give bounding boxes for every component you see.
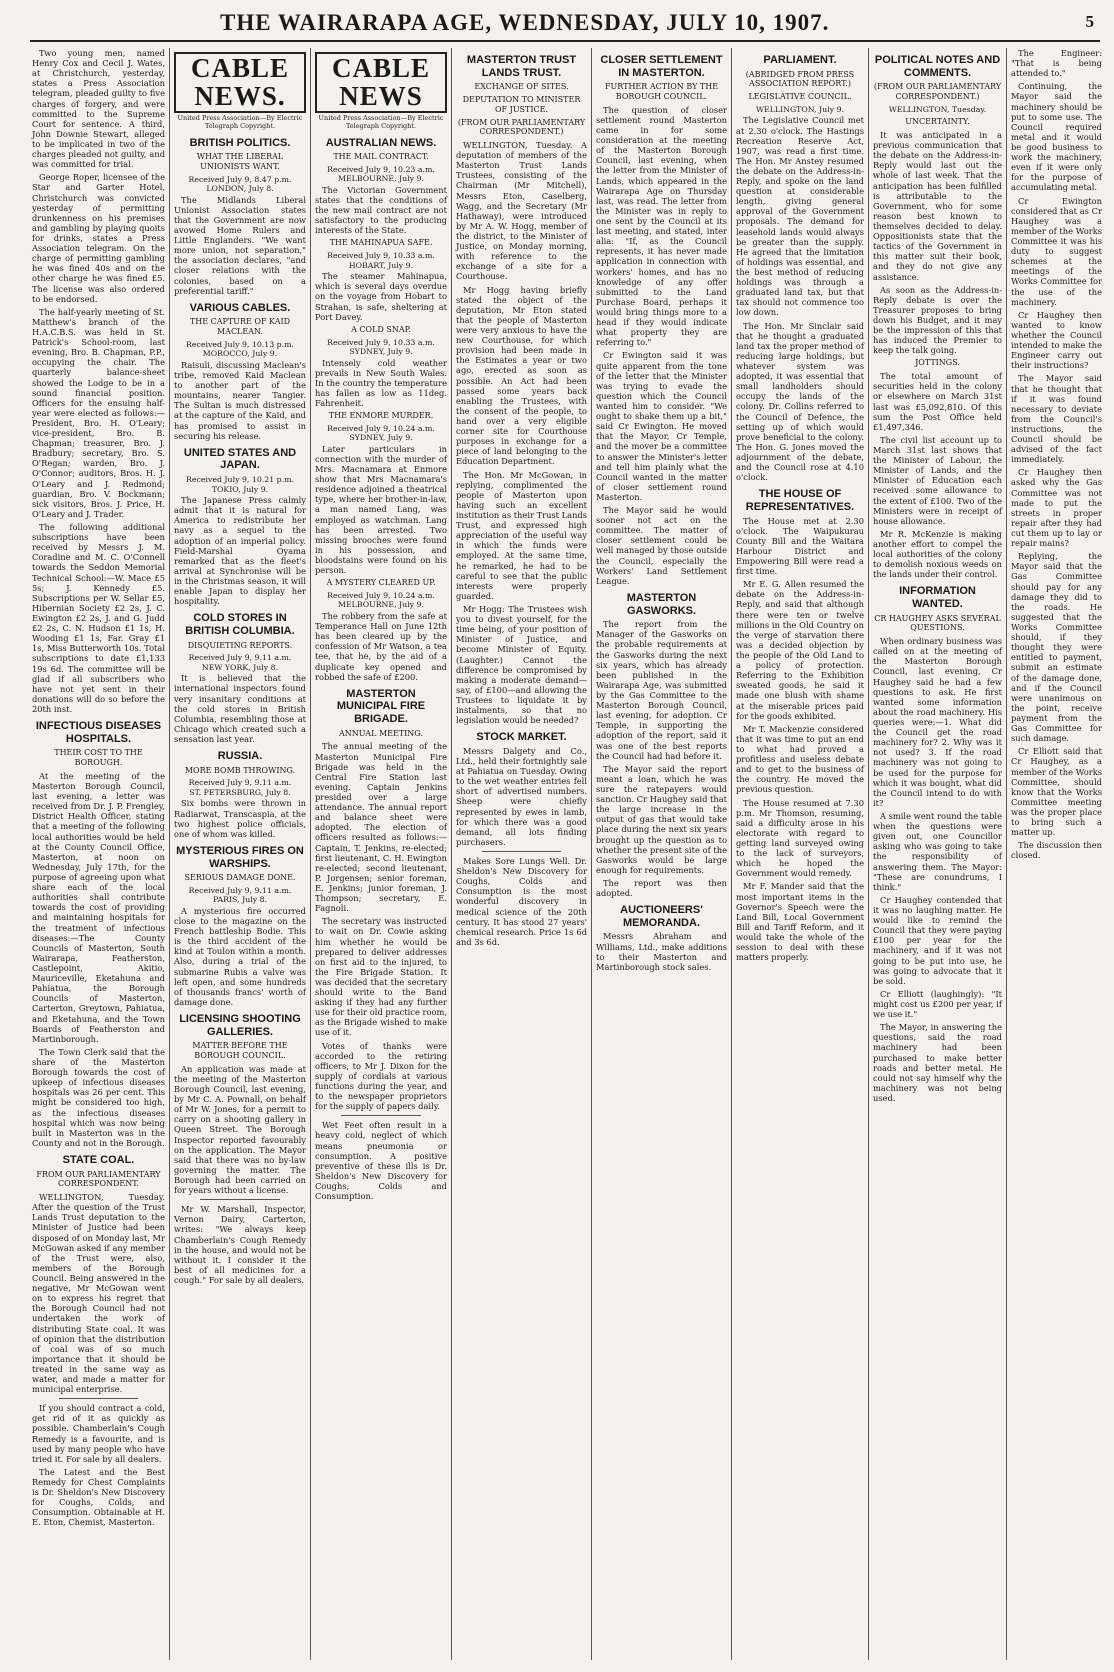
article-heading: COLD STORES IN BRITISH COLUMBIA. (185, 612, 295, 637)
article-heading: AUCTIONEERS' MEMORANDA. (620, 904, 703, 929)
article-heading: PARLIAMENT. (763, 54, 837, 66)
received-line: Received July 9, 10.24 a.m. (327, 423, 435, 433)
received-line: Received July 9, 10.33 a.m. (327, 251, 435, 261)
article-subheading: CR HAUGHEY ASKS SEVERAL QUESTIONS. (874, 613, 1001, 633)
received-line: Received July 9, 10.23 a.m. (327, 164, 435, 174)
paragraph: The Japanese Press calmly admit that it is natural for America to redistribute her navy as a sequel to the adoption of an imperial policy. Field-Marshal Oyama remarked that as the fleet's arrival at Synchronise will be in the Christmas season, it will enable Japan to display her hospitality. (174, 495, 306, 607)
dateline: TOKIO, July 9. (211, 484, 269, 494)
dateline: SYDNEY, July 9. (349, 347, 413, 357)
received-line: Received July 9, 10.24 a.m. (327, 590, 435, 600)
paragraph: The House met at 2.30 o'clock. The Waipukurau County Bill and the Waitara Harbour District and Empowering Bill were read a first time. (736, 515, 864, 577)
paragraph: The report was then adopted. (596, 877, 727, 899)
column-5 (591, 48, 731, 1660)
paragraph: The half-yearly meeting of St. Matthew's branch of the H.A.C.B.S. was held in St. Patrick's School-room, last evening, Bro. B. Chapman, P.P., occupying the chair. The quarterly balance-sheet showed the Lodge to be in a sound financial position. Officers for the ensuing half-year were elected as follows:—President, Bro. H. O'Leary; vice-president, Bro. B. Chapman; treasurer, Bro. J. Bradbury; secretary, Bro. S. O'Regan; warden, Bro. J. O'Connor; auditors, Bros. H. J. O'Leary and J. Redmond; guardian, Bro. V. Bockmann; sick visitors, Bros. J. Price, H. O'Leary and J. Trader. (32, 306, 165, 519)
paragraph: The Midlands Liberal Unionist Association states that the Government are now avowed Home Rulers and Little Englanders. "We want more union, not separation," the association declares, "and closer relations with the colonies, based on a preferential tariff." (174, 194, 306, 296)
paragraph: A mysterious fire occurred close to the magazine on the French battleship Bodie. This is the third accident of the kind at Toulon within a month. Also, during a trial of the submarine Rubis a valve was left open, and some hundreds of thousands francs' worth of damage done. (174, 905, 306, 1007)
article-heading: MASTERTON MUNICIPAL FIRE BRIGADE. (336, 687, 426, 726)
dateline: NEW YORK, July 8. (201, 662, 279, 672)
column-6 (731, 48, 868, 1660)
paragraph: The Mayor said that he thought that if it was found necessary to deviate from the Council's instructions, the Council should be advised of the fact immediately. (1011, 373, 1102, 465)
paragraph: The Legislative Council met at 2.30 o'clock. The Hastings Recreation Reserve Act, 1907, was read a first time. The Hon. Mr Anstey resumed the debate on the Address-in-Reply, and spoke on the land question at considerable length, giving general approval of the Government proposals. The demand for leasehold lands would always be greater than the supply. He agreed that the limitation of holdings was essential, and the best method of reducing holdings was through a graduated land tax, but that tax should not commence too low down. (736, 115, 864, 318)
column-1 (28, 48, 169, 1660)
article-subheading: EXCHANGE OF SITES. (474, 82, 569, 92)
paragraph: A smile went round the table when the questions were given out, one Councillor asking who was going to take the responsibility of answering them. The Mayor: "These are conundrums, I think." (873, 811, 1002, 892)
paragraph: Messrs Abraham and Williams, Ltd., make additions to their Masterton and Martinborough stock sales. (596, 931, 727, 972)
paragraph: Mr Hogg having briefly stated the object of the deputation, Mr Eton stated that the people of Masterton were very anxious to have the new Courthouse, for which provision had been made in the Estimates a year or two ago, erected as soon as possible. An Act had been passed some years back enabling the Trustees, with the consent of the people, to hand over a very eligible corner site for Courthouse purposes in exchange for a piece of land belonging to the Education Department. (456, 284, 587, 467)
paragraph: The Mayor said he would sooner not act on the committee. The matter of closer settlement could be well managed by those outside the Council, especially the Workers' Land Settlement League. (596, 505, 727, 586)
article-heading: LICENSING SHOOTING GALLERIES. (179, 1013, 301, 1038)
paragraph: The secretary was instructed to wait on Dr. Cowie asking him whether he would be prepared to deliver addresses on first aid to the injured, to the Fire Brigade Station. It was decided that the secretary should write to the Band asking if they had any further use for their old practice room, as the Brigade wished to make use of it. (315, 916, 447, 1038)
paragraph: WELLINGTON, Tuesday. A deputation of members of the Masterton Trust Lands Trustees, consisting of the Chairman (Mr Mitchell), Messrs Eton, Caselberg, Wagg, and the Secretary (Mr Hathaway), were introduced by Mr A. W. Hogg, member of the district, to the Minister of Justice, on Monday morning, with reference to the exchange of a site for a Courthouse. (456, 140, 587, 282)
article-subheading: LEGISLATIVE COUNCIL. (748, 92, 852, 102)
article-heading: INFECTIOUS DISEASES HOSPITALS. (35, 720, 162, 745)
article-subheading: WHAT THE LIBERAL UNIONISTS WANT. (196, 152, 284, 171)
paragraph: Later particulars in connection with the murder of Mrs. Macnamara at Enmore show that Mrs Macnamara's residence adjoined a theatrical type, where her brother-in-law, a man named Lang, was employed as watchman. Lang has been arrested. Two missing brooches were found in his possession, and bloodstains were found on his person. (315, 443, 447, 576)
article-heading: STOCK MARKET. (476, 731, 567, 744)
article-subheading: SERIOUS DAMAGE DONE. (184, 873, 296, 883)
dateline: HOBART, July 9. (348, 260, 414, 270)
paragraph: The total amount of securities held in the colony or elsewhere on March 31st last was £5,092,810. Of this sum the Post Office held £1,497,346. (873, 371, 1002, 432)
paragraph: Mr R. McKenzie is making another effort to compel the local authorities of the colony to demolish noxious weeds on the lands under their control. (873, 528, 1002, 580)
paragraph: The annual meeting of the Masterton Municipal Fire Brigade was held in the Central Fire Station last evening. Captain Jenkins presided over a large attendance. The annual report and balance sheet were adopted. The election of officers resulted as follows:—Captain, T. Jenkins, re-elected; first lieutenant, C. H. Ewington re-elected; second lieutenant, P. Jorgensen; senior foreman, E. Jenkins; junior foreman, J. Thompson; secretary, E. Fagnoli. (315, 741, 447, 914)
article-heading: MASTERTON TRUST LANDS TRUST. (466, 54, 577, 79)
advertisement: The Latest and the Best Remedy for Chest Complaints is Dr. Sheldon's New Discovery for Coughs, Colds, and Consumption. Obtainable at H. E. Eton, Chemist, Masterton. (32, 1466, 165, 1528)
paragraph: Messrs Dalgety and Co., Ltd., held their fortnightly sale at Pahiatua on Tuesday. Owing to the wet weather entries fell short of advertised numbers. Sheep were chiefly represented by ewes in lamb, for which there was a good demand, all lots finding purchasers. (456, 745, 587, 847)
article-heading: THE HOUSE OF REPRESENTATIVES. (745, 488, 855, 513)
received-line: Received July 9, 10.33 a.m. (327, 337, 435, 347)
paragraph: The steamer Mahinapua, which is several days overdue on the voyage from Hobart to Strahan, is safe, sheltering at Port Davey. (315, 271, 447, 322)
paragraph: Mr Hogg: The Trustees wish you to divest yourself, for the time being, of your position of Minister of Justice, and become Minister of Equity. (Laughter.) Cannot the difference be compromised by making a moderate demand—say, of £100—and allowing the Trustees to liquidate it by instalments, so that no legislation would be needed? (456, 603, 587, 726)
article-subheading: UNCERTAINTY. (905, 117, 970, 127)
paragraph: The Engineer: "That is being attended to." (1011, 48, 1102, 79)
paragraph: The Victorian Government states that the conditions of the new mail contract are not satisfactory to the producing interests of the State. (315, 184, 447, 236)
paragraph: Mr T. Mackenzie considered that it was time to put an end to what had proved a profitless and useless debate and to get to the business of the country. He moved the previous question. (736, 723, 864, 795)
dateline: SYDNEY, July 9. (349, 433, 413, 443)
article-subheading: (FROM OUR PARLIAMENTARY CORRESPONDENT.) (873, 82, 1002, 102)
dateline: MELBOURNE, July 9. (338, 600, 424, 610)
divider (341, 1115, 420, 1116)
dateline: PARIS, July 8. (212, 895, 268, 905)
received-line: Received July 9, 10.13 p.m. (185, 339, 295, 349)
article-heading: MYSTERIOUS FIRES ON WARSHIPS. (176, 844, 304, 870)
received-line: Received July 9, 9.11 a.m. (188, 778, 292, 788)
article-heading: RUSSIA. (217, 750, 263, 763)
column-3 (310, 48, 451, 1660)
article-subheading: MORE BOMB THROWING. (184, 765, 296, 775)
article-subheading: ANNUAL MEETING. (339, 728, 423, 738)
paragraph: Mr F. Mander said that the most important items in the Governor's Speech were the Land Bill, Local Government Bill and Tariff Reform, and it would take the whole of the session to deal with these matters properly. (736, 881, 864, 963)
advertisement: If you should contract a cold, get rid of it as quickly as possible. Chamberlain's Cough Remedy is a favourite, and is used by many people who have tried it. For sale by all dealers. (32, 1403, 165, 1464)
received-line: Received July 9, 9.11 a.m. (188, 885, 292, 895)
paragraph: Cr Haughey contended that it was no laughing matter. He would like to remind the Council that they were paying £100 per year for the machinery, and if it was not going to be put into use, he was going to advocate that it be sold. (873, 894, 1002, 986)
paragraph: WELLINGTON, Tuesday. After the question of the Trust Lands Trust deputation to the Minister of Justice had been disposed of on Monday last, Mr McGowan asked if any member of the Trust were, also, members of the Borough Council. Being answered in the negative, Mr McGowan went on to express his regret that the Borough Council had not undertaken the work of distributing State coal. It was of opinion that the distribution of coal was of so much importance that it should be treated in the same way as water, and made a matter for municipal enterprise. (32, 1192, 165, 1395)
paragraph: It was anticipated in a previous communication that the debate on the Address-in-Reply would last out the whole of last week. That the anticipation has been fulfilled is attributable to the Government, who for some reason best known to themselves decided to delay. Oppositionists state that the tactics of the Government in this matter suit their book, and they do not give any assistance. (873, 130, 1002, 282)
article-heading: STATE COAL. (62, 1153, 135, 1166)
article-subheading: DEPUTATION TO MINISTER OF JUSTICE. (462, 95, 581, 114)
paragraph: Cr Ewington said it was quite apparent from the tone of the letter that the Minister was trying to evade the question which the Council wanted him to consider. "We ought to shake them up a bit," said Cr Ewington. He moved that the Mayor, Cr Temple, and the mover be a committee to answer the Minister's letter and tell him plainly what the Council wanted in the matter of closer settlement round Masterton. (596, 350, 727, 502)
paragraph: Cr Elliott (laughingly): "It might cost us £200 per year, if we use it." (873, 988, 1002, 1020)
paragraph: The Hon. Mr Sinclair said that he thought a graduated land tax the proper method of reducing large holdings, but whatever system was adopted, it was essential that small landholders should occupy the lands of the colony. Dr. Collins referred to the Council of Defence, the setting up of which would prove beneficial to the colony. The Hon. G. Jones moved the adjournment of the debate, and the Council rose at 4.10 o'clock. (736, 320, 864, 483)
article-subheading: THE MAIL CONTRACT. (333, 152, 429, 162)
paragraph: The robbery from the safe at Temperance Hall on June 12th has been cleared up by the confession of Mr Watson, a tea tee, that he, by the aid of a duplicate key opened and robbed the safe of £200. (315, 610, 447, 682)
paragraph: Mr E. G. Allen resumed the debate on the Address-in-Reply, and said that although there were ten or twelve millions in the Old Country on the verge of starvation there was a decided objection by the people of the Old Land to a policy of protection. Referring to the Exhibition sweated goods, he said it made one blush with shame at the miserable prices paid for the goods exhibited. (736, 579, 864, 721)
paragraph: As soon as the Address-in-Reply debate is over the Treasurer proposes to bring down his Budget, and it may be the impression of this that has induced the Premier to keep the talk going. (873, 284, 1002, 356)
divider (200, 1199, 279, 1200)
paragraph: Cr Haughey then asked why the Gas Committee was not made to put the streets in proper repair after they had cut them up to lay or repair mains? (1011, 467, 1102, 549)
paragraph: The question of closer settlement round Masterton came in for some consideration at the meeting of the Masterton Borough Council, last evening, when the letter from the Minister of Lands, which appeared in the Wairarapa Age on Thursday last, was read. The letter from the Minister was in reply to one sent by the Council at its last meeting, and stated, inter alia: "If, as the Council represents, it has never made application in connection with workers' homes, and has no knowledge of any offer submitted to the Land Purchase Board, perhaps it would bring things more to a head if they would indicate what property they are referring to." (596, 104, 727, 348)
column-7 (868, 48, 1006, 1660)
dateline: LONDON, July 8. (206, 184, 274, 194)
paragraph: Cr Haughey then wanted to know whether the Council intended to make the Engineer carry out their instructions? (1011, 309, 1102, 371)
column-2 (169, 48, 310, 1660)
received-line: Received July 9, 8.47 p.m. (188, 174, 292, 184)
cable-news-banner: CABLE NEWS (315, 52, 447, 113)
press-credit: United Press Association—By Electric Telegraph Copyright. (318, 113, 444, 130)
article-subheading: FURTHER ACTION BY THE BOROUGH COUNCIL. (604, 82, 719, 102)
paragraph: Raisuli, discussing Maclean's tribe, removed Kaid Maclean to another part of the mountains, nearer Tangier. The Sultan is much distressed at the capture of the Kaid, and has promised to assist in securing his release. (174, 359, 306, 441)
article-heading: CLOSER SETTLEMENT IN MASTERTON. (600, 54, 723, 79)
article-subheading: A COLD SNAP. (351, 324, 411, 334)
masthead (30, 10, 1100, 42)
paragraph: The Mayor, in answering the questions, said the road machinery had been purchased to make better roads and better metal. He could not say himself why the machinery was not being used. (873, 1022, 1002, 1103)
article-subheading: THEIR COST TO THE BOROUGH. (54, 748, 143, 768)
paragraph: An application was made at the meeting of the Masterton Borough Council, last evening, by Mr C. A. Pownall, on behalf of Mr W. Jones, for a permit to carry on a shooting gallery in Queen Street. The Borough Inspector reported favourably on the application. The Mayor said that there was no by-law governing the matter. The Borough had been carried on for years without a license. (174, 1063, 306, 1196)
paragraph: The Mayor said the report meant a loan, which he was sure the ratepayers would sanction. Cr Haughey said that the large increase in the output of gas that would take place during the next six years brought up the question as to whether the present site of the Gasworks would be large enough for requirements. (596, 763, 727, 875)
article-heading: VARIOUS CABLES. (189, 301, 291, 314)
paragraph: The Town Clerk said that the share of the Masterton Borough towards the cost of upkeep of infectious diseases hospitals was 26 per cent. This might be considered too high, as the infectious diseases hospital which was now being built in Masterton was in the County and not in the Borough. (32, 1046, 165, 1148)
article-subheading: FROM OUR PARLIAMENTARY CORRESPONDENT. (36, 1169, 161, 1189)
article-heading: BRITISH POLITICS. (189, 136, 291, 149)
paragraph: Cr Ewington considered that as Cr Haughey was a member of the Works Committee it was his duty to suggest schemes at the meetings of the Works Committee for the use of the machinery. (1011, 195, 1102, 307)
divider (482, 851, 561, 852)
paragraph: Votes of thanks were accorded to the retiring officers, to Mr J. Dixon for the supply of cordials at various functions during the year, and to the newspaper proprietors for the supply of papers daily. (315, 1040, 447, 1112)
paragraph: At the meeting of the Masterton Borough Council, last evening, a letter was received from Dr. J. P. Frengley, District Health Officer, stating that a meeting of the following local authorities would be held at the County Council Office, Masterton, at noon on Wednesday, July 17th, for the purpose of agreeing upon what share each of the local authorities shall contribute towards the cost of providing and maintaining hospitals for the treatment of infectious diseases:—The County Councils of Masterton, South Wairarapa, Featherston, Castlepoint, Akitio, Mauriceville, Eketahuna and Pahiatua, the Borough Councils of Masterton, Carterton, Greytown, Pahiatua, and Eketahuna, and the Town Boards of Featherston and Martinborough. (32, 770, 165, 1044)
article-heading: POLITICAL NOTES AND COMMENTS. (874, 54, 1001, 79)
article-subheading: (FROM OUR PARLIAMENTARY CORRESPONDENT.) (457, 117, 586, 137)
article-heading: INFORMATION WANTED. (899, 585, 976, 611)
article-subheading: MATTER BEFORE THE BOROUGH COUNCIL. (192, 1041, 288, 1061)
article-heading: UNITED STATES AND JAPAN. (183, 446, 297, 472)
article-subheading: THE ENMORE MURDER. (328, 411, 434, 421)
column-8 (1006, 48, 1106, 1660)
paragraph: Two young men, named Henry Cox and Cecil J. Wates, at Christchurch, yesterday, states a Press Association telegram, pleaded guilty to five charges of forgery, and were committed to the Supreme Court for sentence. A third, John Downie Stewart, alleged to be implicated in two of the charges pleaded not guilty, and was committed for trial. (32, 48, 165, 170)
paragraph: Continuing, the Mayor said the machinery should be put to some use. The Council required metal and it would be good business to work the machinery, even if it were only for the purpose of accumulating metal. (1011, 81, 1102, 193)
dateline: MOROCCO, July 9. (202, 349, 278, 359)
article-heading: MASTERTON GASWORKS. (626, 591, 697, 617)
paragraph: The report from the Manager of the Gasworks on the probable requirements at the Gasworks during the next six years, which has already been published in the Wairarapa Age, was submitted by the Gas Committee to the Masterton Borough Council, last evening, for adoption. Cr Temple, in supporting the adoption of the report, said it was one of the best reports the Council had had before it. (596, 619, 727, 761)
column-4 (451, 48, 591, 1660)
article-subheading: THE CAPTURE OF KAID MACLEAN. (189, 317, 291, 337)
advertisement: Makes Sore Lungs Well. Dr. Sheldon's New Discovery for Coughs, Colds and Consumption is the most wonderful discovery in medical science of the 20th century. It has stood 27 years' chemical research. Price 1s 6d and 3s 6d. (456, 856, 587, 947)
advertisement: Mr W. Marshall, Inspector, Vernon Dairy, Carterton, writes: "We always keep Chamberlain's Cough Remedy in the house, and would not be without it. I consider it the best of all medicines for a cough." For sale by all dealers. (174, 1204, 306, 1285)
advertisement: Wet Feet often result in a heavy cold, neglect of which means pneumonia or consumption. A positive preventive of these ills is Dr. Sheldon's New Discovery for Coughs, Colds and Consumption. (315, 1120, 447, 1202)
article-heading: AUSTRALIAN NEWS. (325, 136, 437, 149)
article-subheading: (ABRIDGED FROM PRESS ASSOCIATION REPORT.) (745, 69, 855, 89)
dateline: WELLINGTON, July 9. (755, 104, 845, 114)
page-number: 5 (1085, 12, 1094, 31)
received-line: Received July 9, 9.11 a.m. (188, 653, 292, 663)
article-subheading: JOTTINGS. (915, 358, 960, 368)
paragraph: The discussion then closed. (1011, 840, 1102, 861)
paragraph: The House resumed at 7.30 p.m. Mr Thomson, resuming, said a difficulty arose in his electorate with regard to getting land surveyed owing to the lack of surveyors, which he hoped the Government would remedy. (736, 797, 864, 879)
paragraph: Replying, the Mayor said that the Gas Committee should pay for any damage they did to the roads. He suggested that the Works Committee should, if they thought they were entitled to payment, submit an estimate of the damage done, and if the Council were unanimous on the point, receive payment from the Gas Committee for such damage. (1011, 551, 1102, 744)
dateline: ST. PETERSBURG, July 8. (189, 787, 291, 797)
article-subheading: THE MAHINAPUA SAFE. (329, 238, 433, 248)
article-subheading: DISQUIETING REPORTS. (187, 640, 293, 650)
article-subheading: A MYSTERY CLEARED UP. (326, 578, 436, 588)
dateline: WELLINGTON, Tuesday. (888, 104, 987, 114)
received-line: Received July 9, 10.21 p.m. (185, 475, 295, 485)
paragraph: When ordinary business was called on at the meeting of the Masterton Borough Council, last evening, Cr Haughey said he had a few questions to ask. He first wanted some information about the road machinery. His queries were:—1. What did the Council get the road machinery for? 2. Why was it not used? 3. If the road machinery was not going to be used for the purpose for which it was bought, what did the Council intend to do with it? (873, 636, 1002, 808)
paragraph: The following additional subscriptions have been received by Messrs J. M. Coradine and M. C. O'Connell towards the Seddon Memorial Technical School:—W. Mace £5 5s; J. Kennedy £5. Subscriptions per W. Sellar £5, Hibernian Society £2 2s, J. C. Ewington £2 2s, J. and G. Judd £2 2s, C. N. Hudson £1 1s, H. Wooding £1 1s, Far. Gray £1 1s, Miss Butterworth 10s. Total subscriptions to date £1,133 19s 6d. The committee will be glad if all subscribers who have not yet sent in their donations will do so before the 20th inst. (32, 522, 165, 714)
dateline: MELBOURNE, July 9. (338, 174, 424, 184)
paragraph: It is believed that the international inspectors found very insanitary conditions at the cold stores in British Columbia, resembling those at Chicago which created such a sensation last year. (174, 673, 306, 744)
paragraph: The Hon. Mr McGowan, in replying, complimented the people of Masterton upon having such an excellent institution as their Trust Lands Trust, and expressed high appreciation of the useful way in which the funds were employed. At the same time, he remarked, he had to be careful to see that the public interests were properly guarded. (456, 469, 588, 601)
paragraph: George Roper, licensee of the Star and Garter Hotel, Christchurch was convicted yesterday of permitting drunkenness on his premises and gambling by playing quoits for drinks, states a Press Association telegram. On the charge of permitting gambling he was fined 40s and on the other charge he was fined £5. The license was also ordered to be endorsed. (32, 172, 165, 304)
paragraph: Cr Elliott said that Cr Haughey, as a member of the Works Committee, should know that the Works Committee meeting was the proper place to bring such a matter up. (1011, 746, 1102, 838)
divider (59, 1398, 139, 1399)
paragraph: Intensely cold weather prevails in New South Wales. In the country the temperature has fallen as low as 11deg. Fahrenheit. (315, 357, 447, 408)
paragraph: Six bombs were thrown in Radiarwat, Transcaspia, at the two highest police officials, one of whom was killed. (174, 798, 306, 839)
cable-news-banner: CABLE NEWS. (174, 52, 306, 113)
paragraph: The civil list account up to March 31st last shows that the Minister of Labour, the Minister of Lands, and the Minister of Education each received some allowance to the extent of £100. Two of the Ministers were in receipt of house allowance. (873, 434, 1002, 526)
masthead-title: THE WAIRARAPA AGE, WEDNESDAY, JULY 10, 1907. (220, 10, 830, 35)
press-credit: United Press Association—By Electric Telegraph Copyright. (177, 113, 303, 130)
